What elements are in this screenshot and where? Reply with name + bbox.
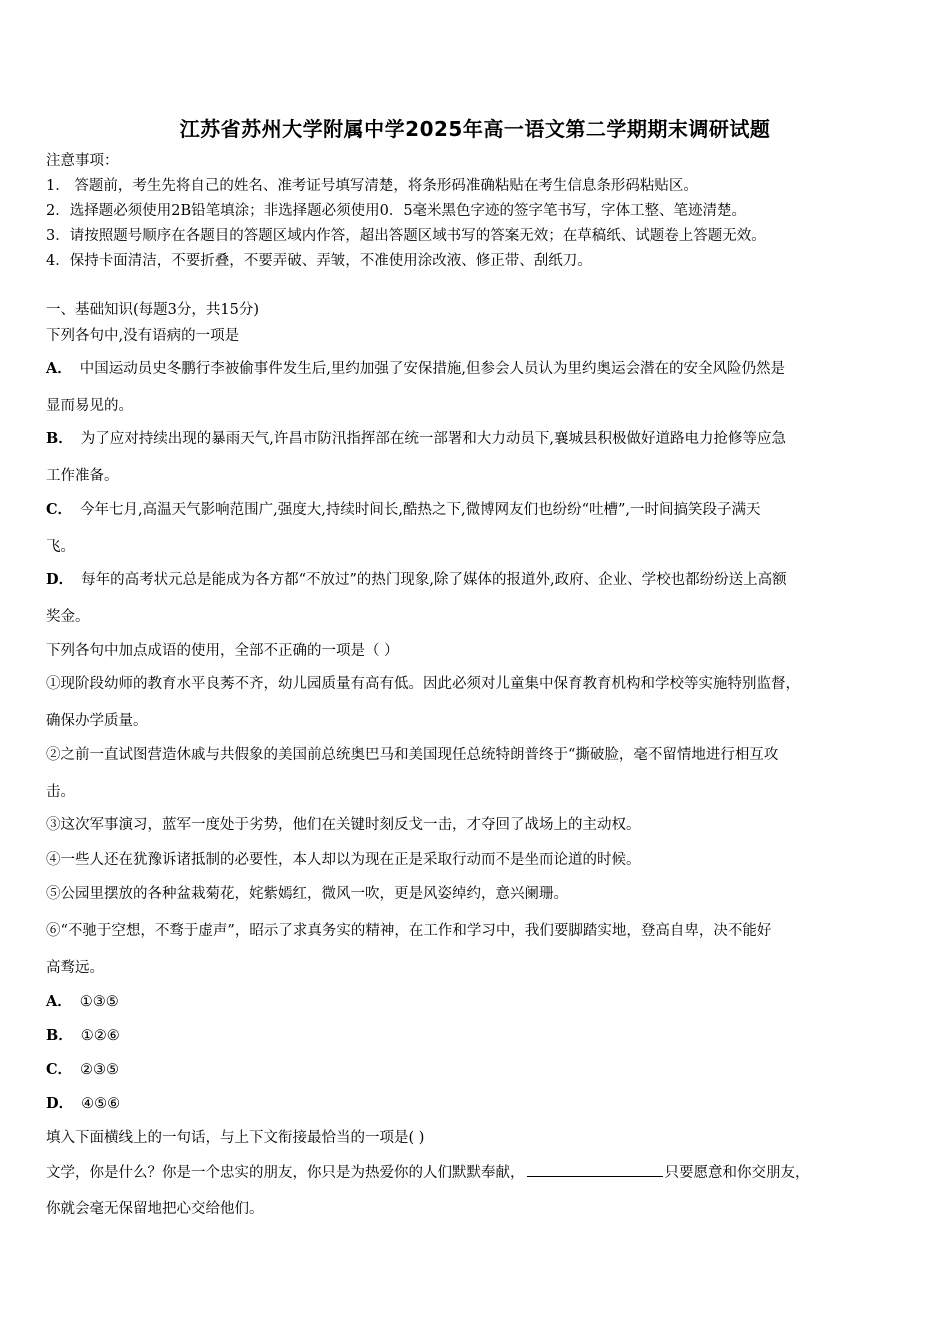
option-letter: D． bbox=[46, 1095, 74, 1112]
q3-after-blank: 只要愿意和你交朋友， bbox=[664, 1165, 810, 1181]
option-text: 今年七月,高温天气影响范围广,强度大,持续时间长,酷热之下,微博网友们也纷纷“吐槽”,一时间搞笑段子满天 bbox=[80, 502, 761, 518]
q1-option-b bbox=[46, 429, 786, 449]
option-letter: A． bbox=[46, 993, 72, 1010]
q1-stem: 下列各句中,没有语病的一项是 bbox=[46, 328, 240, 344]
q1-option-c bbox=[46, 500, 761, 520]
q2-sentence-1-cont: 确保办学质量。 bbox=[46, 713, 148, 729]
q2-sentence-4: ④一些人还在犹豫诉诸抵制的必要性，本人却以为现在正是采取行动而不是坐而论道的时候。 bbox=[46, 852, 641, 868]
q1-option-d-cont: 奖金。 bbox=[46, 609, 90, 625]
notice-item-4: 4．保持卡面清洁，不要折叠，不要弄破、弄皱，不准使用涂改液、修正带、刮纸刀。 bbox=[46, 253, 592, 269]
option-letter: C． bbox=[46, 1061, 73, 1078]
q2-sentence-5: ⑤公园里摆放的各种盆栽菊花，姹紫嫣红，微风一吹，更是风姿绰约，意兴阑珊。 bbox=[46, 886, 568, 902]
q2-sentence-6-cont: 高骛远。 bbox=[46, 960, 104, 976]
notice-item-2: 2．选择题必须使用2B铅笔填涂；非选择题必须使用0．5毫米黑色字迹的签字笔书写，字体工整、笔迹清楚。 bbox=[46, 203, 747, 219]
option-text: ①③⑤ bbox=[79, 994, 119, 1010]
option-text: ④⑤⑥ bbox=[81, 1096, 121, 1112]
q3-passage bbox=[46, 1162, 810, 1183]
q1-option-a-cont: 显而易见的。 bbox=[46, 398, 133, 414]
page-title: 江苏省苏州大学附属中学2025年高一语文第二学期期末调研试题 bbox=[179, 117, 771, 141]
option-text: 中国运动员史冬鹏行李被偷事件发生后,里约加强了安保措施,但参会人员认为里约奥运会潜在的安全风险仍然是 bbox=[79, 361, 785, 377]
option-text: 为了应对持续出现的暴雨天气,许昌市防汛指挥部在统一部署和大力动员下,襄城县积极做好道路电力抢修等应急 bbox=[80, 431, 786, 447]
fill-in-blank bbox=[527, 1162, 663, 1177]
q2-stem: 下列各句中加点成语的使用，全部不正确的一项是（ ） bbox=[46, 643, 399, 659]
notice-heading: 注意事项： bbox=[46, 153, 119, 169]
option-letter: C． bbox=[46, 501, 73, 518]
notice-item-3: 3．请按照题号顺序在各题目的答题区域内作答，超出答题区域书写的答案无效；在草稿纸、试题卷上答题无效。 bbox=[46, 228, 766, 244]
q1-option-a bbox=[46, 359, 785, 379]
q2-option-d bbox=[46, 1094, 120, 1114]
option-text: ②③⑤ bbox=[80, 1062, 120, 1078]
q1-option-b-cont: 工作准备。 bbox=[46, 468, 119, 484]
q3-stem: 填入下面横线上的一句话，与上下文衔接最恰当的一项是( ) bbox=[46, 1130, 425, 1146]
q2-sentence-3: ③这次军事演习，蓝军一度处于劣势，他们在关键时刻反戈一击，才夺回了战场上的主动权。 bbox=[46, 817, 641, 833]
option-letter: A． bbox=[46, 360, 72, 377]
option-text: ①②⑥ bbox=[80, 1028, 120, 1044]
option-text: 每年的高考状元总是能成为各方都“不放过”的热门现象,除了媒体的报道外,政府、企业、学校也都纷纷送上高额 bbox=[81, 572, 787, 588]
q2-option-b bbox=[46, 1026, 120, 1046]
notice-item-1: 1． 答题前，考生先将自己的姓名、准考证号填写清楚，将条形码准确粘贴在考生信息条形码粘贴区。 bbox=[46, 178, 698, 194]
option-letter: B． bbox=[46, 1027, 73, 1044]
q2-option-c bbox=[46, 1060, 119, 1080]
option-letter: B． bbox=[46, 430, 73, 447]
q1-option-d bbox=[46, 570, 787, 590]
q2-sentence-2: ②之前一直试图营造休戚与共假象的美国前总统奥巴马和美国现任总统特朗普终于“撕破脸，毫不留情地进行相互攻 bbox=[46, 747, 779, 763]
q2-sentence-6: ⑥“不驰于空想，不骛于虚声”，昭示了求真务实的精神，在工作和学习中，我们要脚踏实地，登高自卑，决不能好 bbox=[46, 923, 772, 939]
section-heading: 一、基础知识(每题3分，共15分) bbox=[46, 302, 259, 318]
q3-passage-cont: 你就会毫无保留地把心交给他们。 bbox=[46, 1201, 264, 1217]
q1-option-c-cont: 飞。 bbox=[46, 539, 75, 555]
option-letter: D． bbox=[46, 571, 74, 588]
q2-option-a bbox=[46, 992, 119, 1012]
q3-before-blank: 文学，你是什么？你是一个忠实的朋友，你只是为热爱你的人们默默奉献， bbox=[46, 1165, 525, 1181]
q2-sentence-2-cont: 击。 bbox=[46, 784, 75, 800]
q2-sentence-1: ①现阶段幼师的教育水平良莠不齐，幼儿园质量有高有低。因此必须对儿童集中保育教育机构和学校等实施特别监督， bbox=[46, 676, 800, 692]
